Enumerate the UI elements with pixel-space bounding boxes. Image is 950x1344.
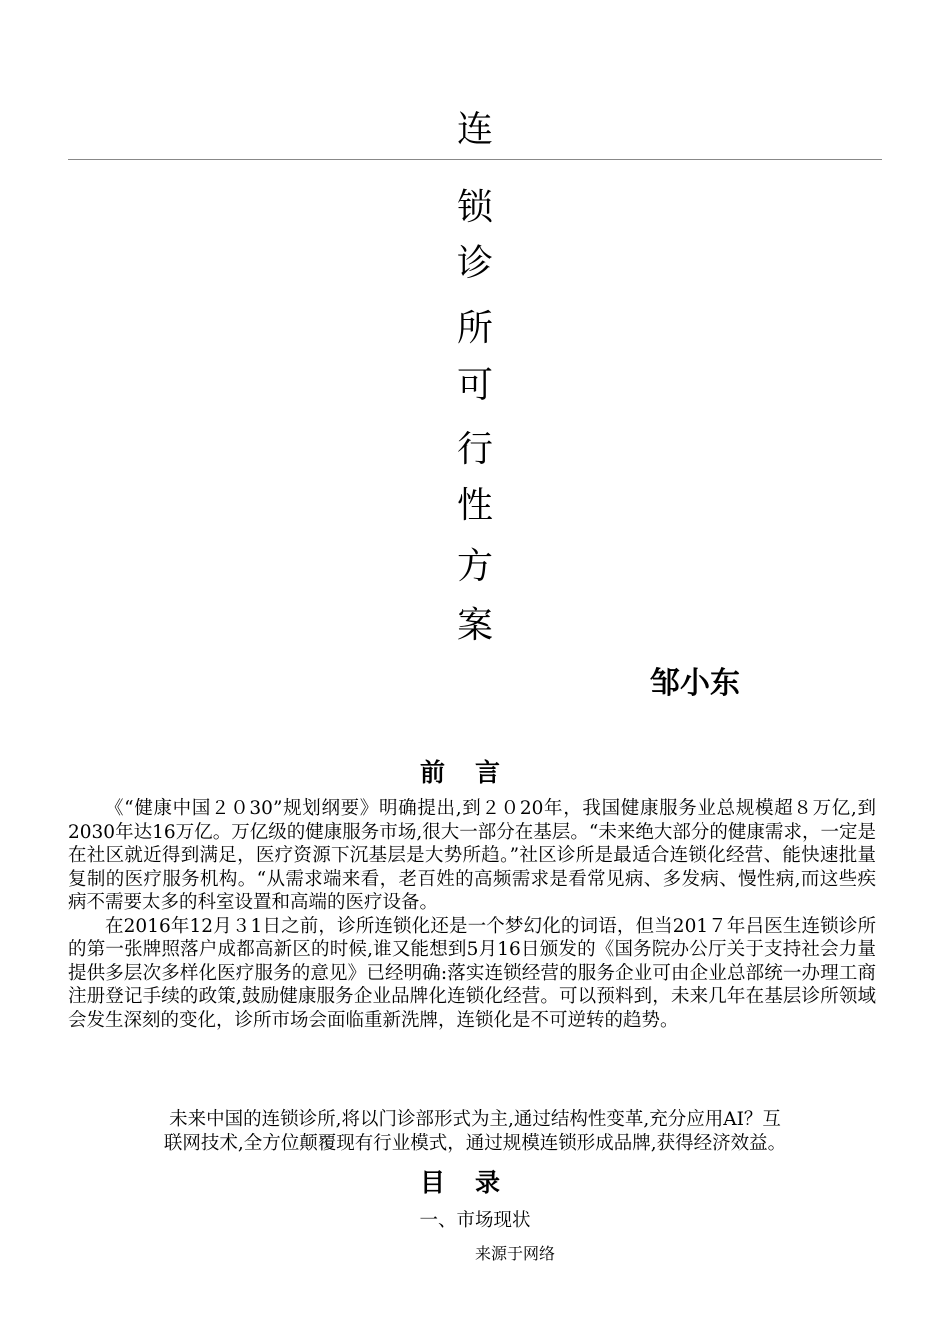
title-char: 行 xyxy=(456,429,493,470)
preface-closing-line: 联网技术,全方位颠覆现有行业模式，通过规模连锁形成品牌,获得经济效益。 xyxy=(163,1132,787,1154)
author-name: 邹小东 xyxy=(650,666,740,701)
title-char: 锁 xyxy=(456,187,493,228)
title-char: 连 xyxy=(456,109,493,150)
title-char: 所 xyxy=(456,308,493,349)
title-char: 性 xyxy=(456,485,493,526)
title-char: 可 xyxy=(456,365,493,406)
title-char: 诊 xyxy=(456,243,493,284)
source-footer: 来源于网络 xyxy=(474,1244,555,1263)
toc-item[interactable]: 一、市场现状 xyxy=(419,1210,531,1231)
toc-heading: 目录 xyxy=(419,1168,530,1197)
preface-body xyxy=(68,797,876,1032)
preface-paragraph: 《“健康中国２０30”规划纲要》明确提出,到２０20年，我国健康服务业总规模超８万亿,到2030年达16万亿。万亿级的健康服务市场,很大一部分在基层。“未来绝大部分的健康需求，一定是在社区就近得到满足，医疗资源下沉基层是大势所趋。”社区诊所是最适合连锁化经营、能快速批量复制的医疗服务机构。“从需求端来看，老百姓的高频需求是看常见病、多发病、慢性病,而这些疾病不需要太多的科室设置和高端的医疗设备。 xyxy=(68,798,876,913)
header-rule xyxy=(68,159,882,160)
preface-paragraph: 在2016年12月３1日之前，诊所连锁化还是一个梦幻化的词语，但当201７年吕医生连锁诊所的第一张牌照落户成都高新区的时候,谁又能想到5月16日颁发的《国务院办公厅关于支持社会力量提供多层次多样化医疗服务的意见》已经明确:落实连锁经营的服务企业可由企业总部统一办理工商注册登记手续的政策,鼓励健康服务企业品牌化连锁化经营。可以预料到，未来几年在基层诊所领域会发生深刻的变化，诊所市场会面临重新洗牌，连锁化是不可逆转的趋势。 xyxy=(68,915,876,1031)
title-char: 案 xyxy=(456,605,493,646)
title-char: 方 xyxy=(456,546,493,587)
preface-heading: 前言 xyxy=(419,758,530,787)
preface-closing xyxy=(68,1108,882,1155)
preface-closing-line: 未来中国的连锁诊所,将以门诊部形式为主,通过结构性变革,充分应用AI？互 xyxy=(169,1109,781,1130)
